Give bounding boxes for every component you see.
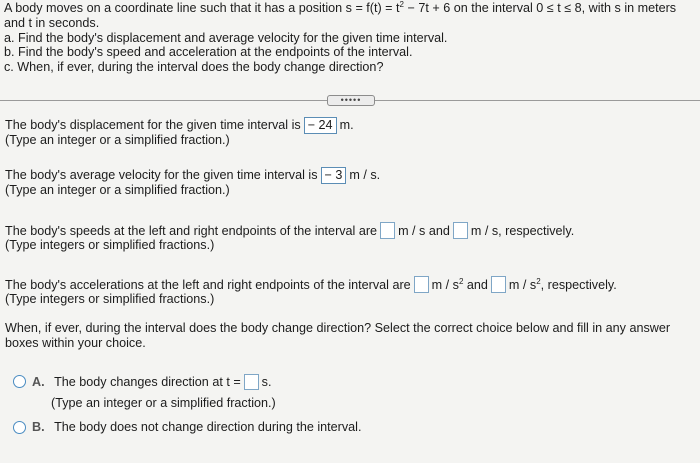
displacement-hint: (Type an integer or a simplified fraction.) [5,133,230,147]
left-speed-unit: m / s and [398,224,450,238]
average-velocity-answer-field[interactable]: − 3 [321,167,347,184]
speeds-question [5,222,574,239]
choice-a[interactable] [32,374,271,390]
problem-part-a: a. Find the body's displacement and average velocity for the given time interval. [4,30,448,45]
respectively-text: , respectively. [540,278,617,292]
and-text: and [463,278,488,292]
exponent: 2 [536,277,541,286]
choice-b[interactable] [32,420,361,435]
choice-a-unit: s. [261,375,272,389]
choice-b-letter: B. [32,420,45,434]
problem-part-b: b. Find the body's speed and acceleration at the endpoints of the interval. [4,45,413,60]
right-speed-unit: m / s, respectively. [470,224,575,238]
direction-question-line-1: When, if ever, during the interval does the body change direction? Select the correct choice below and fill in any answer [5,321,671,335]
displacement-question [5,117,354,134]
left-acceleration-unit: m / s [431,278,459,292]
exponent: 2 [458,277,464,286]
speeds-label: The body's speeds at the left and right endpoints of the interval are [5,224,378,238]
direction-question-line-2: boxes within your choice. [5,336,146,350]
choice-b-radio[interactable] [13,421,26,434]
displacement-answer-field[interactable]: − 24 [304,117,337,134]
displacement-unit: m. [339,118,354,132]
average-velocity-label: The body's average velocity for the given time interval is [5,168,318,182]
problem-line-2: and t in seconds. [4,15,100,30]
right-speed-input[interactable] [453,222,468,239]
choice-a-text: The body changes direction at t = [54,375,241,389]
accelerations-question [5,276,617,293]
choice-b-text: The body does not change direction during the interval. [54,420,362,434]
exponent: 2 [399,0,404,9]
problem-line-1-rest: − 7t + 6 on the interval 0 ≤ t ≤ 8, with s in meters [403,1,677,15]
problem-statement [4,1,700,75]
average-velocity-question [5,167,380,184]
average-velocity-hint: (Type an integer or a simplified fraction.) [5,183,230,197]
right-acceleration-input[interactable] [491,276,506,293]
expand-button[interactable]: ••••• [327,95,375,106]
left-speed-input[interactable] [380,222,395,239]
accelerations-hint: (Type integers or simplified fractions.) [5,292,215,306]
displacement-label: The body's displacement for the given time interval is [5,118,301,132]
accelerations-label: The body's accelerations at the left and right endpoints of the interval are [5,278,411,292]
problem-part-c: c. When, if ever, during the interval does the body change direction? [4,60,384,75]
problem-line-1 [4,1,700,16]
left-acceleration-input[interactable] [414,276,429,293]
choice-a-letter: A. [32,375,45,389]
choice-a-radio[interactable] [13,375,26,388]
direction-time-input[interactable] [244,374,259,390]
average-velocity-unit: m / s. [349,168,381,182]
choice-a-hint: (Type an integer or a simplified fraction.) [51,396,276,410]
right-acceleration-unit: m / s [508,278,537,292]
problem-line-1-text: A body moves on a coordinate line such that it has a position s = f(t) = t [4,1,400,15]
speeds-hint: (Type integers or simplified fractions.) [5,238,215,252]
